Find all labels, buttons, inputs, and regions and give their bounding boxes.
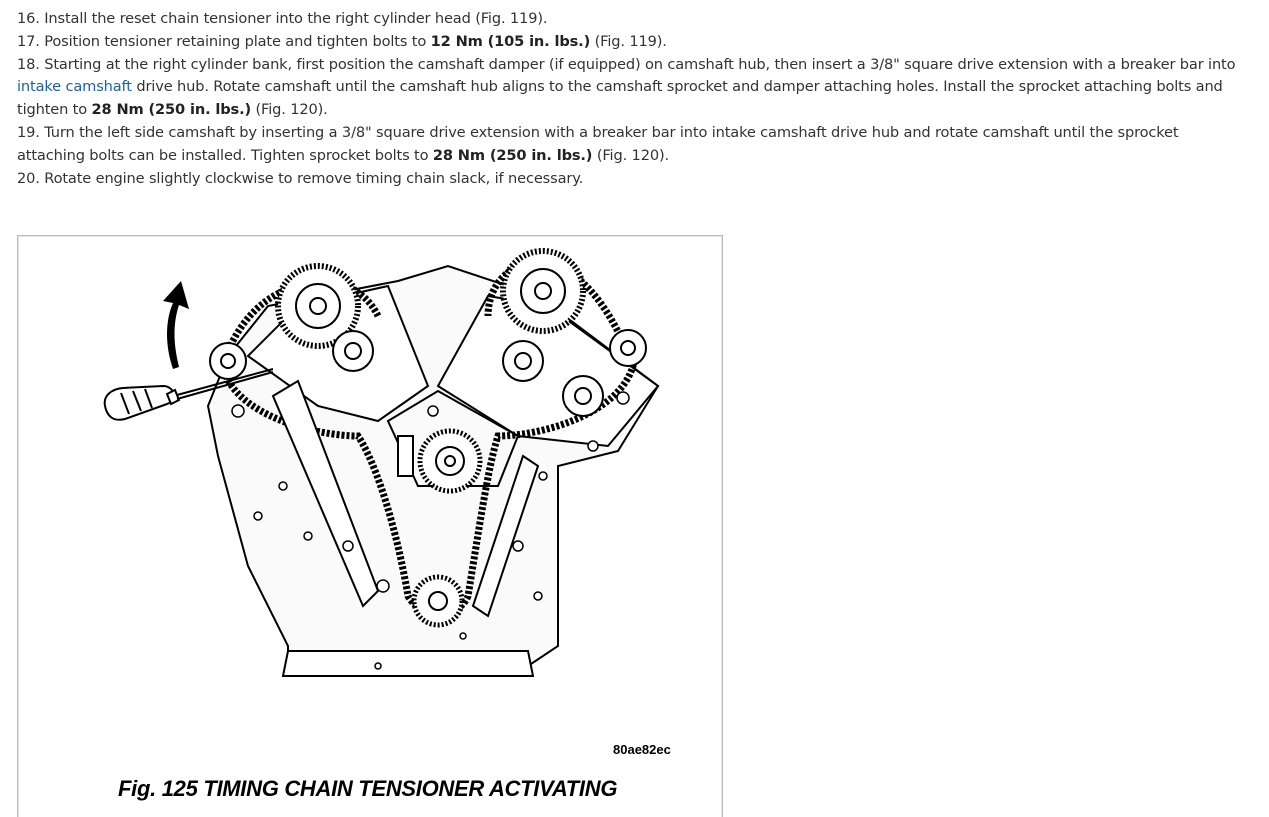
- figure-code: 80ae82ec: [613, 742, 671, 757]
- figure-caption: Fig. 125 TIMING CHAIN TENSIONER ACTIVATING: [118, 776, 618, 801]
- step-text: 18. Starting at the right cylinder bank, first position the camshaft damper (if equipped) on camshaft hub, then insert a 3/8" square drive extension with a breaker bar into: [17, 55, 1236, 73]
- step-text: (Fig. 120).: [592, 146, 669, 164]
- step-text: drive hub. Rotate camshaft until the camshaft hub aligns to the camshaft sprocket and damper attaching holes. Install the sprocket attaching bolts and tighten to: [17, 78, 1223, 119]
- instruction-steps: [17, 8, 1242, 190]
- torque-spec: 12 Nm (105 in. lbs.): [430, 32, 591, 50]
- step-text: 17. Position tensioner retaining plate and tighten bolts to: [17, 32, 431, 50]
- step-text: 19. Turn the left side camshaft by inserting a 3/8" square drive extension with a breaker bar into intake camshaft drive hub and rotate camshaft until the sprocket attaching bolts can be installed. Tighten sprocket bolts to: [17, 123, 1179, 164]
- step-20: [17, 168, 1242, 191]
- intake-camshaft-link[interactable]: intake camshaft: [17, 78, 132, 96]
- step-17: [17, 31, 1242, 54]
- step-text: 16. Install the reset chain tensioner into the right cylinder head (Fig. 119).: [17, 10, 548, 27]
- rotation-arrow-icon: [143, 281, 193, 371]
- engine-timing-chain-drawing: [18, 236, 722, 736]
- screwdriver-icon: [103, 361, 278, 431]
- step-text: (Fig. 119).: [590, 32, 667, 50]
- step-16: [17, 8, 1242, 31]
- step-text: (Fig. 120).: [251, 101, 328, 119]
- step-text: 20. Rotate engine slightly clockwise to remove timing chain slack, if necessary.: [17, 169, 584, 187]
- torque-spec: 28 Nm (250 in. lbs.): [432, 146, 593, 164]
- step-19: [17, 122, 1242, 168]
- torque-spec: 28 Nm (250 in. lbs.): [91, 101, 252, 119]
- step-18: [17, 54, 1242, 122]
- figure-125: [17, 235, 723, 817]
